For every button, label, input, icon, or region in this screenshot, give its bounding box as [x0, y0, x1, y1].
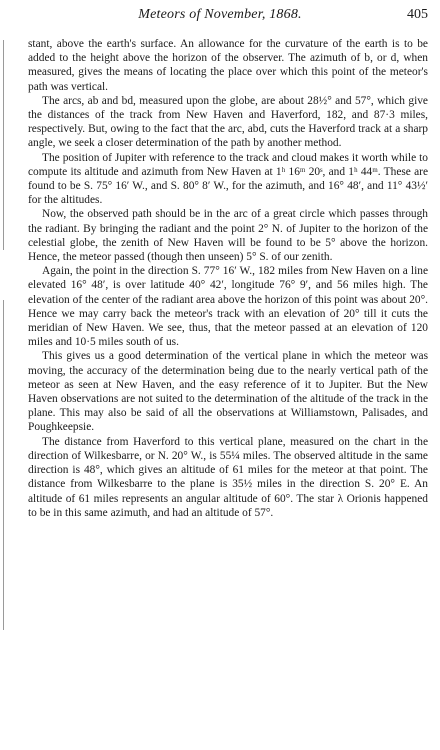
margin-rule	[3, 300, 4, 630]
page-number: 405	[407, 7, 428, 22]
running-title: Meteors of November, 1868.	[138, 7, 302, 22]
paragraph-continuation: stant, above the earth's surface. An allowance for the curvature of the earth is to be added to the height above the horizon of the observer. The azimuth of b, or d, when measured, gives the means of locating the place over which this point of the meteor's path was vertical.	[28, 38, 428, 93]
paragraph-vertical-plane: This gives us a good determination of the vertical plane in which the meteor was moving, the accuracy of the determination being due to the nearly vertical path of the meteor as seen at New Haven, and the easy reference of it to Jupiter. But the New Haven observations are not suited to the determination of the altitude of the track in the plane. This may also be said of all the observations at Williamstown, Palisades, and Poughkeepsie.	[28, 350, 428, 434]
paragraph-arcs: The arcs, ab and bd, measured upon the globe, are about 28½° and 57°, which give the distances of the track from New Haven and Haverford, 182, and 87·3 miles, respectively. But, owing to the fact that the arc, abd, cuts the Haverford track at a sharp angle, we seek a closer determination of the path by another method.	[28, 94, 428, 150]
paragraph-great-circle: Now, the observed path should be in the arc of a great circle which passes through the radiant. By bringing the radiant and the point 2° N. of Jupiter to the horizon of the celestial globe, the zenith of New Haven will be found to be 5° above the horizon. Hence, the meteor passed (though then unseen) 5° S. of our zenith.	[28, 208, 428, 264]
paragraph-haverford: The distance from Haverford to this vertical plane, measured on the chart in the direction of Wilkesbarre, or N. 20° W., is 55¼ miles. The observed altitude in the same direction is 48°, which gives an altitude of 61 miles for the meteor at that point. The distance from Wilkesbarre to the plane is 35½ miles in the direction S. 20° E. An altitude of 61 miles represents an angular altitude of 60°. The star λ Orionis happened to be in this same azimuth, and had an altitude of 57°.	[28, 435, 428, 519]
paragraph-jupiter: The position of Jupiter with reference to the track and cloud makes it worth while to compute its altitude and azimuth from New Haven at 1ʰ 16ᵐ 20ˢ, and 1ʰ 44ᵐ. These are found to be S. 75° 16′ W., and S. 80° 8′ W., for the azimuth, and 16° 48′, and 11° 43½′ for the altitudes.	[28, 151, 428, 207]
margin-rule	[3, 40, 4, 250]
body-text	[28, 37, 428, 520]
paragraph-again: Again, the point in the direction S. 77° 16′ W., 182 miles from New Haven on a line elevated 16° 48′, is over latitude 40° 42′, longitude 76° 9′, and 56 miles high. The elevation of the center of the radiant area above the horizon of this point was about 20°. Hence we may carry back the meteor's track with an elevation of 20° till it cuts the meridian of New Haven. We see, thus, that the meteor passed at an elevation of 120 miles and 10·5 miles south of us.	[28, 265, 428, 349]
page-header	[0, 7, 440, 27]
